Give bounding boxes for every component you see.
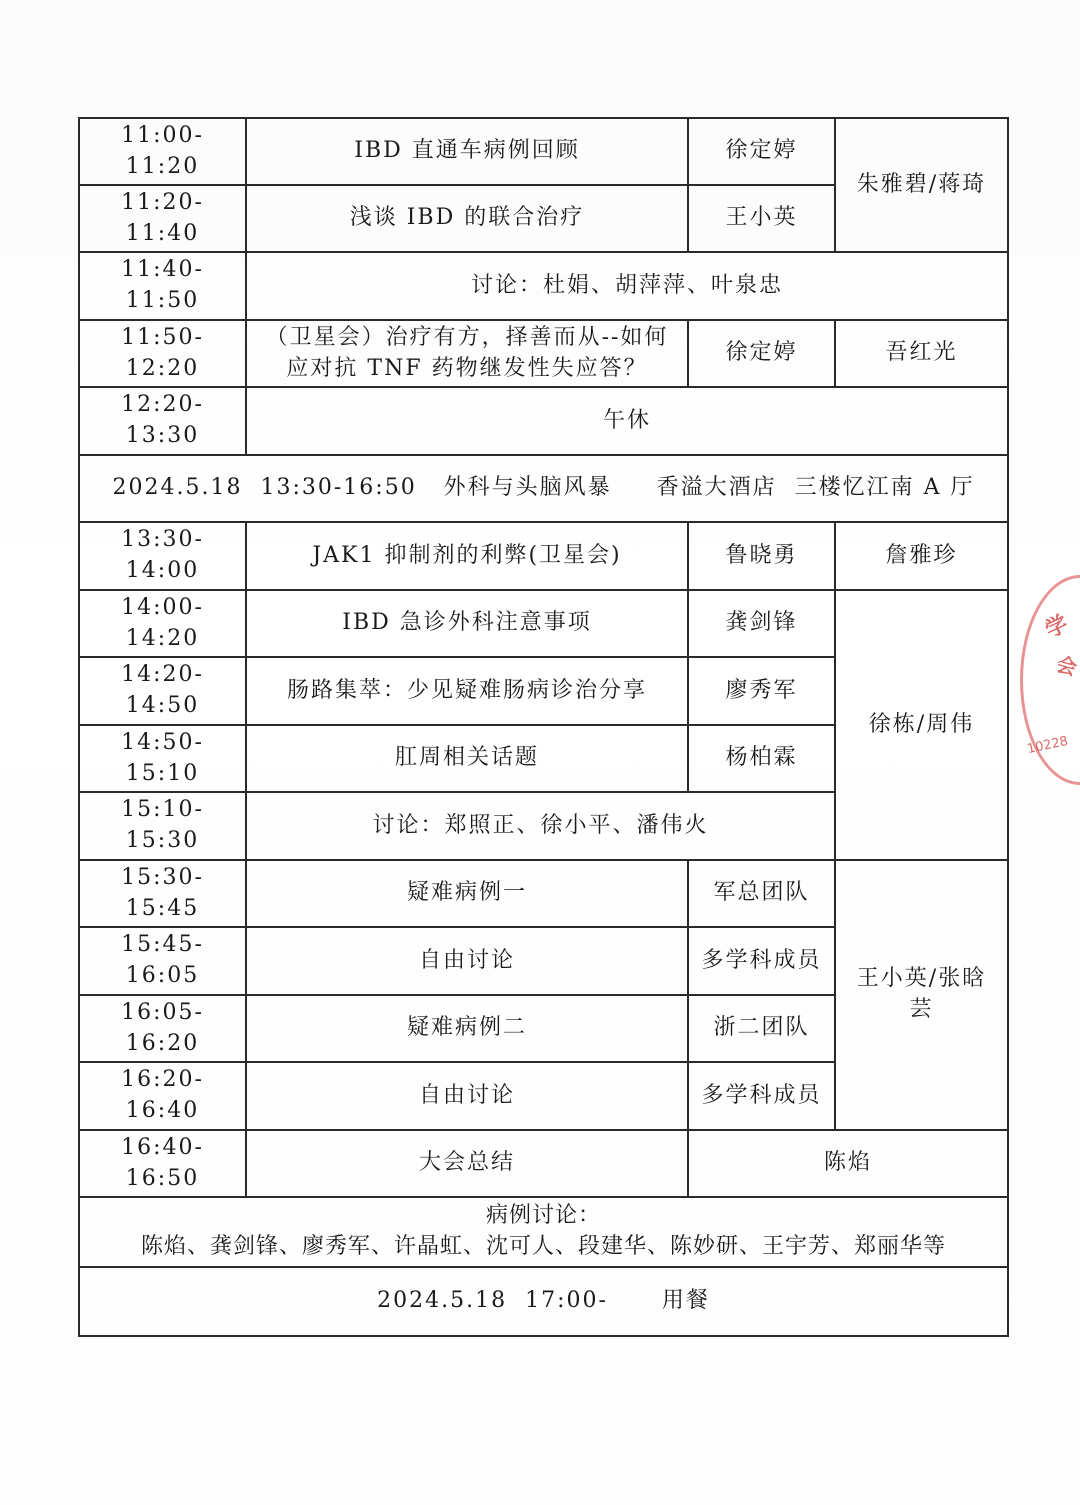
speaker-cell: 多学科成员 [688, 1062, 835, 1130]
topic-cell: 疑难病例一 [246, 860, 688, 927]
topic-cell: JAK1 抑制剂的利弊(卫星会) [246, 522, 688, 590]
time-cell: 12:20-13:30 [79, 387, 246, 455]
time-cell: 16:20-16:40 [79, 1062, 246, 1130]
speaker-cell: 杨柏霖 [688, 725, 835, 792]
topic-cell: 自由讨论 [246, 927, 688, 995]
topic-cell: 肛周相关话题 [246, 725, 688, 792]
topic-cell: IBD 急诊外科注意事项 [246, 590, 688, 657]
table-row [79, 522, 1008, 590]
topic-line: 应对抗 TNF 药物继发性失应答？ [286, 355, 648, 381]
case-discussion-row [79, 1197, 1008, 1267]
moderator-cell: 徐栋/周伟 [835, 590, 1008, 860]
table-row [79, 118, 1008, 185]
topic-cell: 肠路集萃：少见疑难肠病诊治分享 [246, 657, 688, 725]
topic-cell: 浅谈 IBD 的联合治疗 [246, 185, 688, 252]
schedule-table [78, 117, 1009, 1337]
discussion-cell: 讨论：郑照正、徐小平、潘伟火 [246, 792, 835, 860]
time-cell: 16:05-16:20 [79, 995, 246, 1062]
speaker-cell: 军总团队 [688, 860, 835, 927]
speaker-cell: 王小英 [688, 185, 835, 252]
case-discussion-label: 病例讨论： [485, 1203, 601, 1229]
speaker-cell: 鲁晓勇 [688, 522, 835, 590]
time-cell: 15:30-15:45 [79, 860, 246, 927]
table-row [79, 320, 1008, 387]
moderator-cell: 詹雅珍 [835, 522, 1008, 590]
time-cell: 11:50-12:20 [79, 320, 246, 387]
red-seal-stamp [1015, 570, 1080, 790]
discussion-cell: 讨论：杜娟、胡萍萍、叶泉忠 [246, 252, 1008, 320]
case-discussion-names: 陈焰、龚剑锋、廖秀军、许晶虹、沈可人、段建华、陈妙研、王宇芳、郑丽华等 [140, 1234, 946, 1259]
topic-cell: IBD 直通车病例回顾 [246, 118, 688, 185]
time-cell: 11:00-11:20 [79, 118, 246, 185]
break-cell: 午休 [246, 387, 1008, 455]
dinner-row [79, 1267, 1008, 1336]
speaker-cell: 陈焰 [688, 1130, 1008, 1197]
seal-number: 10228 [1025, 733, 1070, 758]
table-row [79, 252, 1008, 320]
table-row [79, 590, 1008, 657]
time-cell: 11:40-11:50 [79, 252, 246, 320]
speaker-cell: 龚剑锋 [688, 590, 835, 657]
speaker-cell: 廖秀军 [688, 657, 835, 725]
speaker-cell: 多学科成员 [688, 927, 835, 995]
speaker-cell: 徐定婷 [688, 320, 835, 387]
session-header-row [79, 455, 1008, 522]
case-discussion-cell [79, 1197, 1008, 1267]
table-row [79, 1130, 1008, 1197]
moderator-cell: 朱雅碧/蒋琦 [835, 118, 1008, 252]
time-cell: 14:00-14:20 [79, 590, 246, 657]
session-header: 2024.5.18 13:30-16:50 外科与头脑风暴 香溢大酒店 三楼忆江南 A 厅 [79, 455, 1008, 522]
moderator-cell: 吾红光 [835, 320, 1008, 387]
time-cell: 14:20-14:50 [79, 657, 246, 725]
time-cell: 11:20-11:40 [79, 185, 246, 252]
speaker-cell: 浙二团队 [688, 995, 835, 1062]
topic-cell: 大会总结 [246, 1130, 688, 1197]
topic-line: （卫星会）治疗有方，择善而从--如何 [265, 324, 669, 350]
time-cell: 13:30-14:00 [79, 522, 246, 590]
topic-cell: 疑难病例二 [246, 995, 688, 1062]
topic-cell: 自由讨论 [246, 1062, 688, 1130]
table-row [79, 860, 1008, 927]
topic-cell [246, 320, 688, 387]
time-cell: 15:10-15:30 [79, 792, 246, 860]
seal-text: 学 [1041, 611, 1073, 644]
table-row [79, 387, 1008, 455]
time-cell: 15:45-16:05 [79, 927, 246, 995]
speaker-cell: 徐定婷 [688, 118, 835, 185]
time-cell: 16:40-16:50 [79, 1130, 246, 1197]
time-cell: 14:50-15:10 [79, 725, 246, 792]
moderator-cell: 王小英/张晗芸 [835, 860, 1008, 1130]
seal-text: 会 [1053, 651, 1080, 681]
dinner-cell: 2024.5.18 17:00- 用餐 [79, 1267, 1008, 1336]
